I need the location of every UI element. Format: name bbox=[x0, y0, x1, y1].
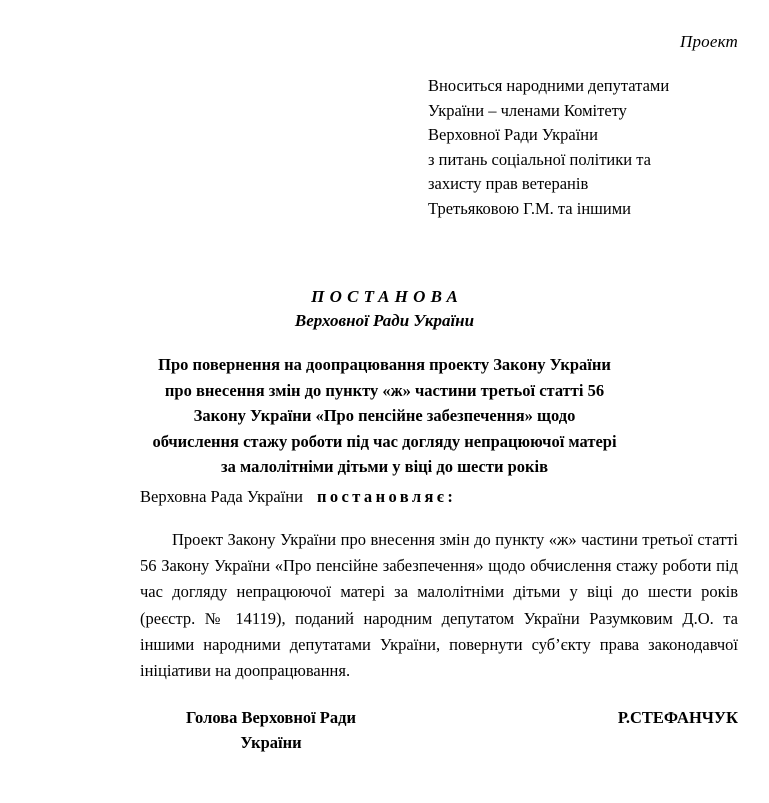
decree-heading bbox=[0, 285, 769, 332]
submitter-line: захисту прав ветеранів bbox=[428, 174, 589, 194]
draft-marker: Проект bbox=[679, 32, 738, 51]
page-title-line: за малолітніми дітьми у віці до шести років bbox=[220, 457, 549, 477]
page-title bbox=[0, 352, 769, 480]
enacting-verb: постановляє: bbox=[316, 487, 457, 506]
signatory-position bbox=[140, 705, 402, 755]
submitter-line: Третьяковою Г.М. та іншими bbox=[428, 198, 631, 218]
submitter-line: Вноситься народними депутатами bbox=[428, 76, 670, 95]
page-title-line: про внесення змін до пункту «ж» частини третьої статті 56 bbox=[164, 380, 605, 400]
decree-type-label: ПОСТАНОВА bbox=[311, 287, 463, 306]
submitter-line: з питань соціальної політики та bbox=[428, 149, 651, 169]
decree-organ-label: Верховної Ради України bbox=[294, 311, 475, 330]
signatory-position-line: України bbox=[240, 733, 302, 752]
signatory-name: Р.СТЕФАНЧУК bbox=[617, 708, 738, 727]
enacting-clause bbox=[140, 485, 738, 509]
signatory-position-line: Голова Верховної Ради bbox=[186, 708, 356, 727]
page-title-line: Закону України «Про пенсійне забезпечення» щодо bbox=[193, 406, 576, 426]
enacting-subject: Верховна Рада України bbox=[140, 487, 303, 506]
page-title-line: обчислення стажу роботи під час догляду непрацюючої матері bbox=[152, 431, 617, 451]
submitter-line: України – членами Комітету bbox=[428, 100, 627, 120]
page-title-line: Про повернення на доопрацювання проекту Закону України bbox=[158, 355, 611, 374]
body-paragraph: Проект Закону України про внесення змін до пункту «ж» частини третьої статті 56 Закону України «Про пенсійне забезпечення» щодо обчислення стажу роботи під час догляду непрацюючої матері за малолітніми дітьми у віці до шести років (реєстр. № 14119), поданий народним депутатом України Разумковим Д.О. та іншими народними депутатами України, повернути суб’єкту права законодавчої ініціативи на доопрацювання. bbox=[140, 530, 738, 681]
submitter-line: Верховної Ради України bbox=[428, 125, 598, 145]
submitter-block bbox=[428, 74, 748, 222]
